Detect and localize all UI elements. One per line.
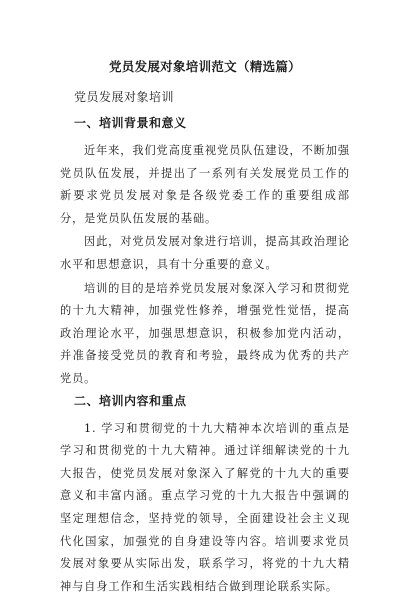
paragraph: 因此，对党员发展对象进行培训，提高其政治理论水平和思想意识，具有十分重要的意义。 [60,235,350,271]
section-background [60,114,350,391]
paragraph: 培训的目的是培养党员发展对象深入学习和贯彻党的十九大精神，加强党性修养，增强党性觉悟，提高政治理论水平，加强思想意识，积极参加党内活动，并准备接受党员的教育和考验，最终成为优秀的共产党员。 [60,281,350,385]
document-subtitle: 党员发展对象培训 [74,90,175,104]
document-title: 党员发展对象培训范文（精选篇） [108,59,301,74]
section-content [60,392,350,598]
paragraph: 1. 学习和贯彻党的十九大精神本次培训的重点是学习和贯彻党的十九大精神。通过详细解读党的十九大报告，使党员发展对象深入了解党的十九大的重要意义和丰富内涵。重点学习党的十九大报告中强调的坚定理想信念，坚持党的领导，全面建设社会主义现代化国家，加强党的自身建设等内容。培训要求党员发展对象要从实际出发，联系学习，将党的十九大精神与自身工作和生活实践相结合做到理论联系实际。 [60,421,350,593]
section-heading: 一、培训背景和意义 [74,116,187,130]
section-heading: 二、培训内容和重点 [74,393,187,408]
paragraph: 近年来，我们党高度重视党员队伍建设，不断加强党员队伍发展，并提出了一系列有关发展党员工作的新要求党员发展对象是各级党委工作的重要组成部分，是党员队伍发展的基础。 [60,144,350,225]
